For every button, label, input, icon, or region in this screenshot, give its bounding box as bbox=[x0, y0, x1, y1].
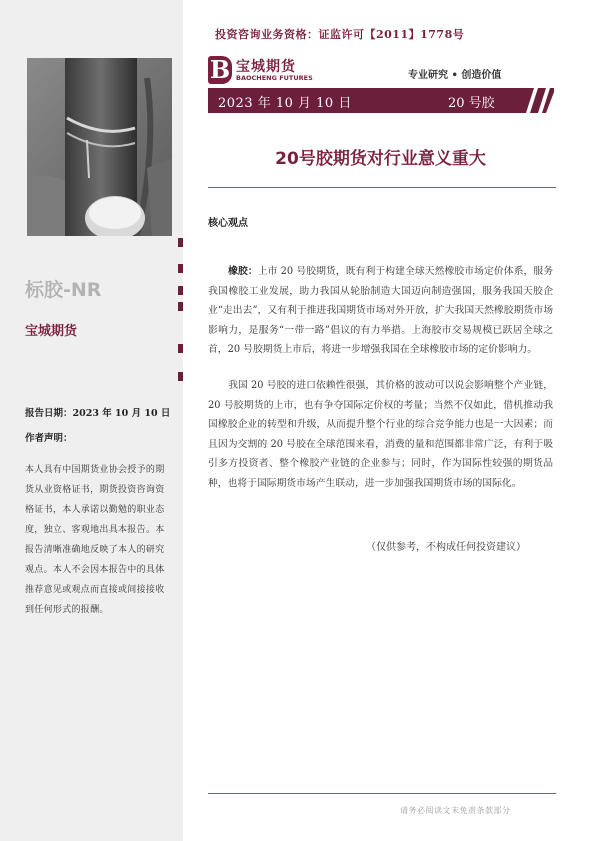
disclaimer-note: （仅供参考，不构成任何投资建议） bbox=[366, 542, 526, 553]
footer-divider bbox=[208, 793, 556, 794]
logo-english: BAOCHENG FUTURES bbox=[236, 74, 313, 82]
paragraph-text: 上市 20 号胶期货，既有利于构建全球天然橡胶市场定价体系，服务我国橡胶工业发展，助力我国从轮胎制造大国迈向制造强国，服务我国天胶企业“走出去”，又有利于推进我国期货市场对外开放，扩大我国天然橡胶期货市场影响力，是服务“一带一路”倡议的有力举措。上海胶市交易规模已跃居全球之首，20 号胶期货上市后，将进一步增强我国在全球橡胶市场的定价影响力。 bbox=[208, 266, 554, 355]
rubber-tree-photo bbox=[27, 58, 172, 236]
banner-stripes-icon bbox=[518, 88, 554, 113]
title-divider bbox=[208, 187, 556, 188]
margin-tick bbox=[178, 238, 183, 247]
report-date: 报告日期：2023 年 10 月 10 日 bbox=[25, 408, 171, 419]
margin-tick bbox=[178, 286, 183, 295]
margin-tick bbox=[178, 302, 183, 311]
slogan: 专业研究 • 创造价值 bbox=[408, 70, 502, 81]
margin-tick bbox=[178, 372, 183, 381]
paragraph-label: 橡胶： bbox=[228, 266, 258, 277]
paragraph-text: 我国 20 号胶的进口依赖性很强，其价格的波动可以说会影响整个产业链，20 号胶期货的上市，也有争夺国际定价权的考量；当然不仅如此，借机推动我国橡胶企业的转型和升级，从而提升整个行业的综合竞争能力也是一大因素；而且因为交割的 20 号胶在全球范围来看，消费的量和范围都非常广泛，有利于吸引多方投资者、整个橡胶产业链的企业参与；同时，作为国际性较强的期货品种，也将于国际期货市场产生联动，进一步加强我国期货市场的国际化。 bbox=[208, 380, 553, 489]
paragraph-analysis bbox=[208, 376, 553, 493]
section-heading: 核心观点 bbox=[208, 218, 248, 229]
banner-product: 20 号胶 bbox=[448, 96, 495, 111]
margin-tick bbox=[178, 344, 183, 353]
company-logo bbox=[208, 56, 318, 86]
logo-chinese: 宝城期货 bbox=[236, 59, 296, 75]
report-title: 20号胶期货对行业意义重大 bbox=[275, 149, 486, 169]
logo-b-icon: B bbox=[209, 55, 231, 84]
company-name: 宝城期货 bbox=[25, 324, 78, 339]
sidebar bbox=[0, 0, 183, 841]
footer-text: 请务必阅读文末免责条款部分 bbox=[400, 806, 511, 815]
license-text: 投资咨询业务资格：证监许可【2011】1778号 bbox=[215, 28, 465, 41]
paragraph-rubber bbox=[208, 262, 553, 360]
category-label: 标胶-NR bbox=[25, 279, 102, 301]
author-statement-label: 作者声明： bbox=[25, 433, 73, 444]
margin-tick bbox=[178, 264, 183, 273]
banner-date: 2023 年 10 月 10 日 bbox=[218, 96, 352, 111]
author-statement: 本人具有中国期货业协会授予的期货从业资格证书，期货投资咨询资格证书，本人承诺以勤勉的职业态度，独立、客观地出具本报告。本报告清晰准确地反映了本人的研究观点。本人不会因本报告中的具体推荐意见或观点而直接或间接接收到任何形式的报酬。 bbox=[25, 465, 165, 615]
